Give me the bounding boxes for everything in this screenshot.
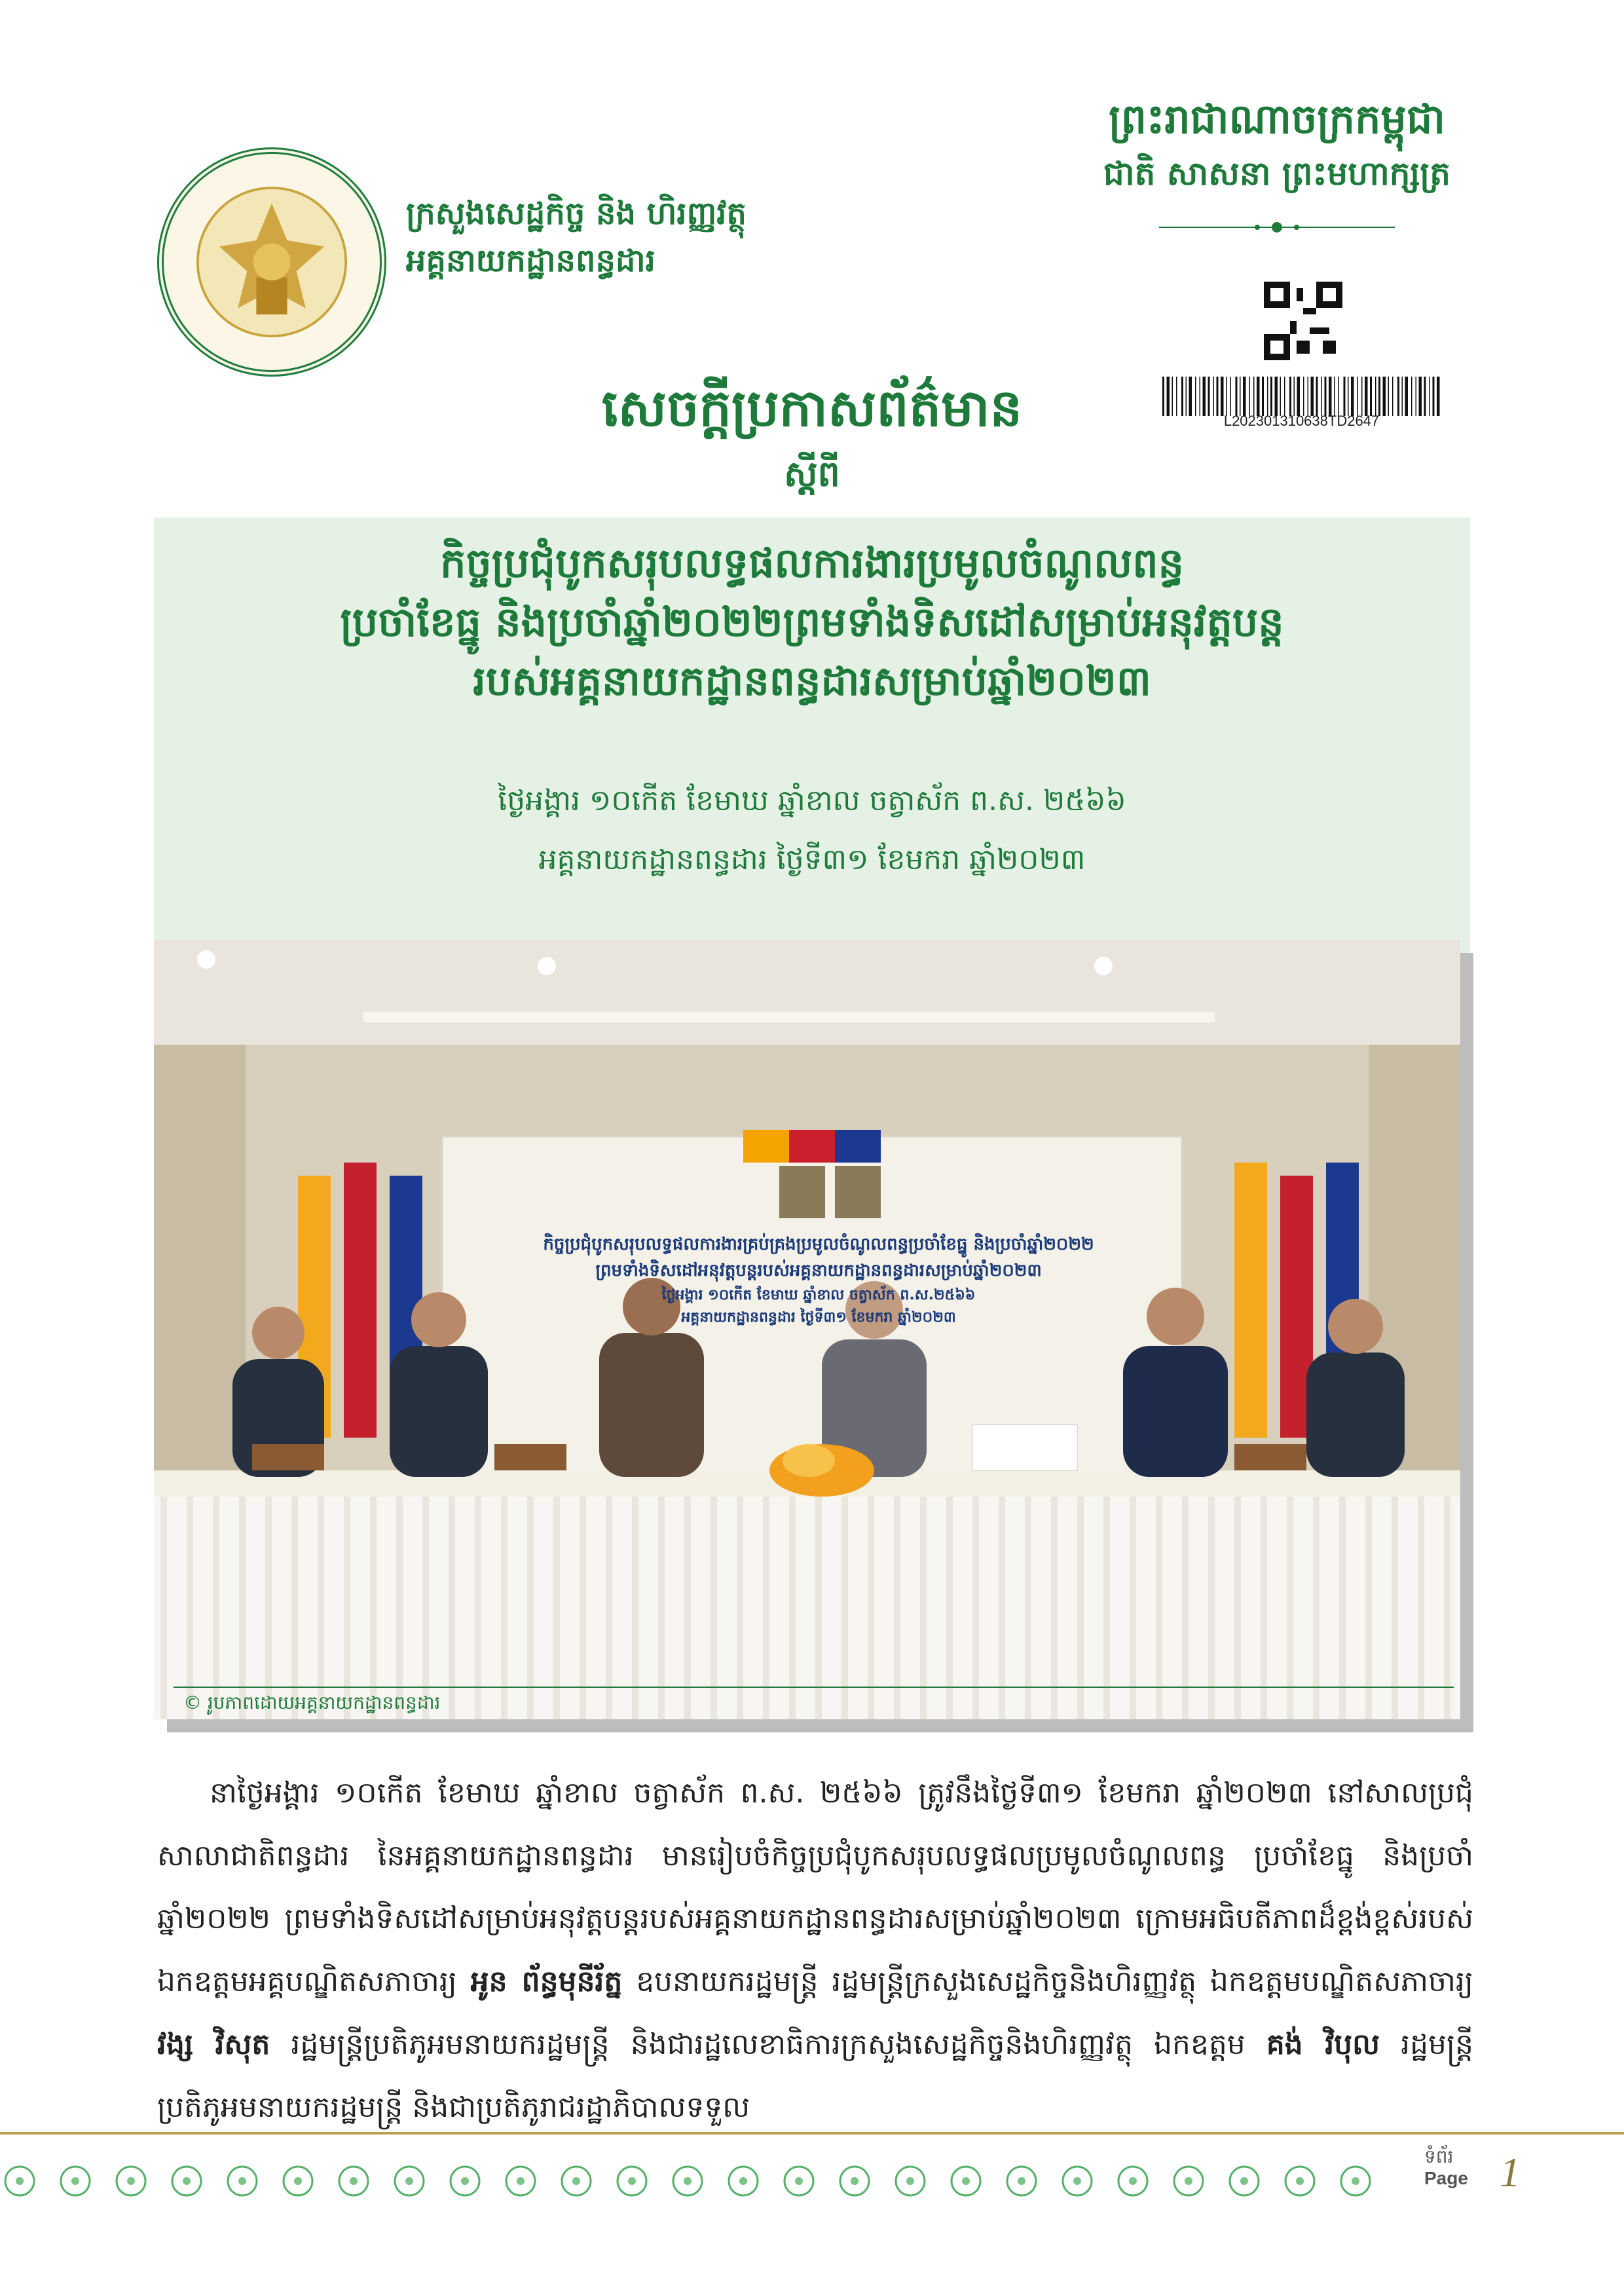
headline-line: ប្រចាំខែធ្នូ និងប្រចាំឆ្នាំ២០២២ព្រមទាំងទិសដៅសម្រាប់អនុវត្តបន្ត	[340, 597, 1284, 646]
banner-line: ព្រមទាំងទិសដៅអនុវត្តបន្តរបស់អគ្គនាយកដ្ឋានពន្ធដារសម្រាប់ឆ្នាំ២០២៣	[595, 1261, 1042, 1281]
banner-line: ថ្ងៃអង្គារ ១០កើត ខែមាឃ ឆ្នាំខាល ចត្វាស័ក ព.ស.២៥៦៦	[661, 1286, 976, 1303]
person-name-2: វង្ស វិសុត	[157, 2028, 270, 2061]
caption-rule	[174, 1687, 1454, 1688]
body-text-4: រដ្ឋមន្ត្រីប្រតិភូអមនាយករដ្ឋមន្ត្រី និងជាប្រតិភូរាជរដ្ឋាភិបាលទទួល	[157, 2028, 1473, 2124]
person-name-3: គង់ វិបុល	[1266, 2028, 1380, 2061]
date-lunar: ថ្ងៃអង្គារ ១០កើត ខែមាឃ ឆ្នាំខាល ចត្វាស័ក ព.ស. ២៥៦៦	[498, 784, 1126, 817]
department-seal	[157, 147, 386, 377]
page-label: Page	[1424, 2168, 1468, 2188]
ministry-line-1: ក្រសួងសេដ្ឋកិច្ច និង ហិរញ្ញវត្ថុ	[406, 195, 747, 232]
page-label-khmer: ទំព័រ	[1424, 2146, 1454, 2167]
ministry-name	[406, 190, 747, 284]
headline-line: កិច្ចប្រជុំបូកសរុបលទ្ធផលការងារប្រមូលចំណូលពន្ធ	[440, 539, 1184, 587]
meeting-photo	[154, 940, 1460, 1719]
meeting-scene-image	[154, 940, 1460, 1719]
person-name-1: អូន ព័ន្ធមុនីរ័ត្ន	[470, 1965, 623, 1998]
ministry-line-2: អគ្គនាយកដ្ឋានពន្ធដារ	[406, 242, 655, 279]
barcode-number: L202301310638TD2647	[1223, 413, 1380, 429]
date-solar: អគ្គនាយកដ្ឋានពន្ធដារ ថ្ងៃទី៣១ ខែមករា ឆ្នាំ២០២៣	[538, 843, 1086, 876]
document-subtitle: ស្តីពី	[784, 453, 840, 494]
photo-caption: © រូបភាពដោយអគ្គនាយកដ្ឋានពន្ធដារ	[183, 1692, 441, 1713]
kingdom-line-2: ជាតិ សាសនា ព្រះមហាក្សត្រ	[1103, 155, 1450, 193]
ornament-divider-icon	[1159, 217, 1395, 237]
kingdom-line-1: ព្រះរាជាណាចក្រកម្ពុជា	[1109, 95, 1445, 143]
body-paragraph	[157, 1762, 1473, 2139]
body-text-3: រដ្ឋមន្ត្រីប្រតិភូអមនាយករដ្ឋមន្ត្រី និងជារដ្ឋលេខាធិការក្រសួងសេដ្ឋកិច្ចនិងហិរញ្ញវត្ថុ ឯកឧត្តម	[291, 2028, 1246, 2061]
body-text-2: ឧបនាយករដ្ឋមន្ត្រី រដ្ឋមន្ត្រីក្រសួងសេដ្ឋកិច្ចនិងហិរញ្ញវត្ថុ ឯកឧត្តមបណ្ឌិតសភាចារ្យ	[636, 1965, 1473, 1998]
page-number: 1	[1500, 2149, 1521, 2195]
photo-banner-text	[452, 1231, 1185, 1329]
banner-line: អគ្គនាយកដ្ឋានពន្ធដារ ថ្ងៃទី៣១ ខែមករា ឆ្នាំ២០២៣	[681, 1309, 956, 1326]
qr-code-icon	[1264, 282, 1342, 360]
footer-ornament-icon	[0, 2148, 1401, 2214]
headline-line: របស់អគ្គនាយកដ្ឋានពន្ធដារសម្រាប់ឆ្នាំ២០២៣	[473, 656, 1151, 705]
footer-rule	[0, 2132, 1624, 2135]
banner-line: កិច្ចប្រជុំបូកសរុបលទ្ធផលការងារគ្រប់គ្រងប្រមូលចំណូលពន្ធប្រចាំខែធ្នូ និងប្រចាំឆ្នាំ២០២២	[543, 1235, 1094, 1254]
body-text-1: នាថ្ងៃអង្គារ ១០កើត ខែមាឃ ឆ្នាំខាល ចត្វាស័ក ព.ស. ២៥៦៦ ត្រូវនឹងថ្ងៃទី៣១ ខែមករា ឆ្នាំ២០២៣ នៅសាលប្រជុំសាលាជាតិពន្ធដារ នៃអគ្គនាយកដ្ឋានពន្ធដារ មានរៀបចំកិច្ចប្រជុំបូកសរុបលទ្ធផលប្រមូលចំណូលពន្ធ ប្រចាំខែធ្នូ និងប្រចាំឆ្នាំ២០២២ ព្រមទាំងទិសដៅសម្រាប់អនុវត្តបន្តរបស់អគ្គនាយកដ្ឋានពន្ធដារសម្រាប់ឆ្នាំ២០២៣ ក្រោមអធិបតីភាពដ៏ខ្ពង់ខ្ពស់របស់ឯកឧត្តមអគ្គបណ្ឌិតសភាចារ្យ	[157, 1776, 1473, 1998]
headline	[164, 534, 1460, 711]
document-title: សេចក្តីប្រកាសព័ត៌មាន	[601, 379, 1023, 438]
seal-emblem-icon	[164, 154, 380, 370]
kingdom-motto	[1048, 88, 1506, 198]
